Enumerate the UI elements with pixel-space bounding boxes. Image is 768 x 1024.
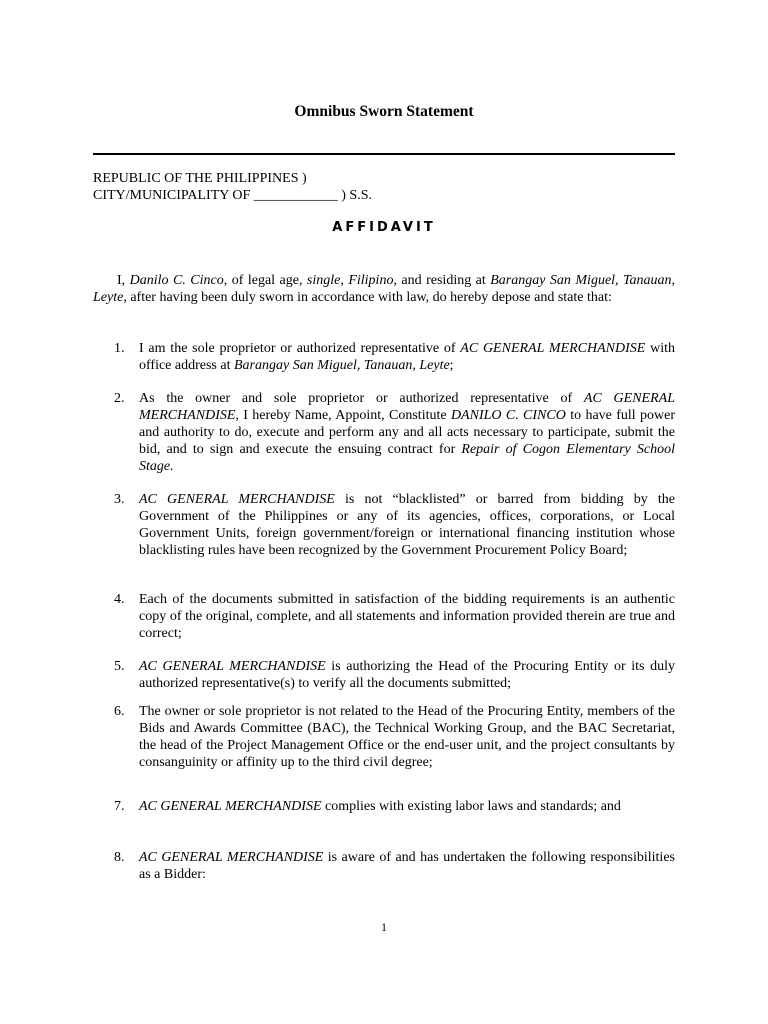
clause-body: AC GENERAL MERCHANDISE is aware of and has undertaken the following responsibilities as a Bidder: bbox=[139, 850, 675, 882]
venue-line-republic: REPUBLIC OF THE PHILIPPINES ) bbox=[93, 171, 307, 186]
bidder-name: AC GENERAL MERCHANDISE bbox=[139, 850, 324, 865]
clause-body: The owner or sole proprietor is not related to the Head of the Procuring Entity, members of the Bids and Awards Committee (BAC), the Technical Working Group, and the BAC Secretariat, the head of the Project Management Office or the end-user unit, and the project consultants by consanguinity or affinity up to the third civil degree; bbox=[139, 704, 675, 770]
affiant-civil-status: single, Filipino bbox=[306, 273, 394, 288]
affiant-address: Barangay San Miguel, Tanauan, Leyte bbox=[93, 273, 676, 305]
clause-number: 4. bbox=[114, 592, 125, 607]
representative-name: DANILO C. CINCO bbox=[450, 408, 566, 423]
bidder-name: AC GENERAL MERCHANDISE bbox=[139, 799, 322, 814]
clause-4 bbox=[93, 591, 675, 642]
page-number: 1 bbox=[381, 920, 387, 934]
clause-number: 3. bbox=[114, 492, 125, 507]
affidavit-heading: AFFIDAVIT bbox=[332, 220, 436, 235]
venue-block bbox=[93, 170, 675, 204]
intro-paragraph bbox=[93, 272, 675, 306]
clause-number: 8. bbox=[114, 850, 125, 865]
project-name: Repair of Cogon Elementary School Stage. bbox=[139, 442, 675, 474]
clause-number: 1. bbox=[114, 341, 125, 356]
clause-3 bbox=[93, 491, 675, 559]
clause-body: AC GENERAL MERCHANDISE is not “blacklisted” or barred from bidding by the Government of the Philippines or any of its agencies, offices, corporations, or Local Government Units, foreign government/foreign or international financing institution whose blacklisting rules have been recognized by the Government Procurement Policy Board; bbox=[139, 492, 675, 558]
office-address: Barangay San Miguel, Tanauan, Leyte bbox=[233, 358, 450, 373]
document-title: Omnibus Sworn Statement bbox=[294, 103, 474, 120]
clause-6 bbox=[93, 703, 675, 771]
clause-7 bbox=[93, 798, 675, 815]
clause-body: Each of the documents submitted in satisfaction of the bidding requirements is an authentic copy of the original, complete, and all statements and information provided therein are true and correct; bbox=[139, 592, 675, 641]
clause-body: As the owner and sole proprietor or authorized representative of AC GENERAL MERCHANDISE, I hereby Name, Appoint, Constitute DANILO C. CINCO to have full power and authority to do, execute and perform any and all acts necessary to participate, submit the bid, and to sign and execute the ensuing contract for Repair of Cogon Elementary School Stage. bbox=[139, 391, 676, 474]
clause-8 bbox=[93, 849, 675, 883]
clause-number: 7. bbox=[114, 799, 125, 814]
clause-number: 6. bbox=[114, 704, 125, 719]
bidder-name: AC GENERAL MERCHANDISE bbox=[460, 341, 646, 356]
bidder-name: AC GENERAL MERCHANDISE bbox=[139, 492, 335, 507]
clause-number: 2. bbox=[114, 391, 125, 406]
clause-number: 5. bbox=[114, 659, 125, 674]
clause-1 bbox=[93, 340, 675, 374]
intro-text: , after having been duly sworn in accordance with law, do hereby depose and state that: bbox=[123, 290, 612, 305]
venue-line-city: CITY/MUNICIPALITY OF ____________ ) S.S. bbox=[93, 188, 372, 203]
clause-5 bbox=[93, 658, 675, 692]
affiant-name: Danilo C. Cinco bbox=[129, 273, 224, 288]
bidder-name: AC GENERAL MERCHANDISE bbox=[139, 659, 326, 674]
title-divider bbox=[93, 153, 675, 155]
bidder-name: AC GENERAL MERCHANDISE, bbox=[139, 391, 675, 423]
intro-text: I, bbox=[117, 273, 130, 288]
clause-body: I am the sole proprietor or authorized representative of AC GENERAL MERCHANDISE with office address at Barangay San Miguel, Tanauan, Leyte; bbox=[139, 341, 676, 373]
intro-text: , and residing at bbox=[393, 273, 491, 288]
clause-2 bbox=[93, 390, 675, 475]
clause-body: AC GENERAL MERCHANDISE is authorizing the Head of the Procuring Entity or its duly authorized representative(s) to verify all the documents submitted; bbox=[139, 659, 675, 691]
intro-text: , of legal age, bbox=[223, 273, 307, 288]
clause-body: AC GENERAL MERCHANDISE complies with existing labor laws and standards; and bbox=[139, 799, 621, 814]
